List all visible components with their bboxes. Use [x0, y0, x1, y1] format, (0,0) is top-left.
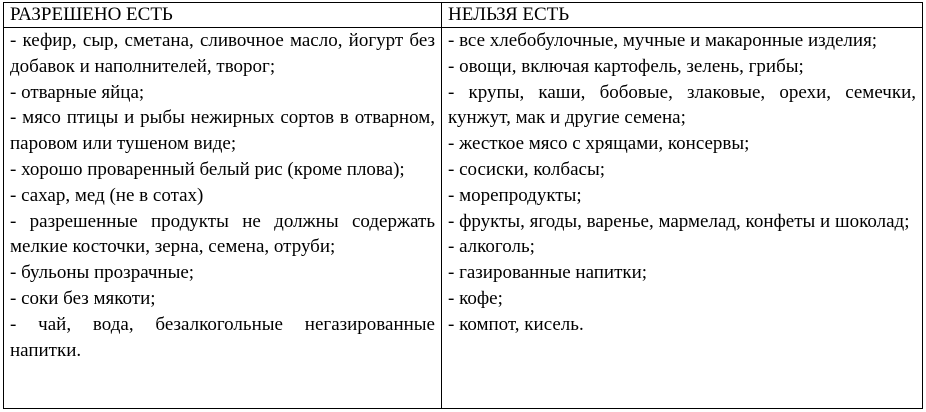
forbidden-item: - морепродукты; [448, 184, 582, 206]
forbidden-item: - кофе; [448, 287, 503, 309]
forbidden-item: - алкоголь; [448, 236, 535, 258]
allowed-item: - разрешенные продукты не должны содержать мелкие косточки, зерна, семена, отруби; [10, 210, 435, 258]
table-body-row [4, 28, 922, 408]
allowed-item: - чай, вода, безалкогольные негазированные напитки. [10, 313, 435, 361]
allowed-item: - хорошо проваренный белый рис (кроме плова); [10, 158, 405, 180]
forbidden-item: - газированные напитки; [448, 262, 648, 284]
diet-table [3, 2, 923, 409]
allowed-item: - отварные яйца; [10, 81, 145, 103]
forbidden-item: - овощи, включая картофель, зелень, грибы; [448, 55, 804, 77]
header-forbidden: НЕЛЬЗЯ ЕСТЬ [448, 4, 570, 25]
forbidden-item: - компот, кисель. [448, 313, 584, 335]
header-allowed: РАЗРЕШЕНО ЕСТЬ [4, 3, 442, 27]
allowed-item: - мясо птицы и рыбы нежирных сортов в отварном, паровом или тушеном виде; [10, 107, 435, 155]
forbidden-item: - крупы, каши, бобовые, злаковые, орехи, семечки, кунжут, мак и другие семена; [448, 81, 916, 129]
allowed-column [4, 28, 442, 408]
allowed-item: - сахар, мед (не в сотах) [10, 184, 204, 206]
allowed-item: - кефир, сыр, сметана, сливочное масло, йогурт без добавок и наполнителей, творог; [10, 30, 435, 77]
forbidden-column [442, 28, 922, 408]
allowed-item: - бульоны прозрачные; [10, 262, 195, 284]
forbidden-item: - фрукты, ягоды, варенье, мармелад, конфеты и шоколад; [448, 210, 910, 232]
forbidden-item: - жесткое мясо с хрящами, консервы; [448, 133, 750, 155]
forbidden-item: - все хлебобулочные, мучные и макаронные изделия; [448, 30, 878, 51]
allowed-item: - соки без мякоти; [10, 287, 156, 309]
forbidden-item: - сосиски, колбасы; [448, 158, 605, 180]
table-header-row [4, 3, 922, 28]
